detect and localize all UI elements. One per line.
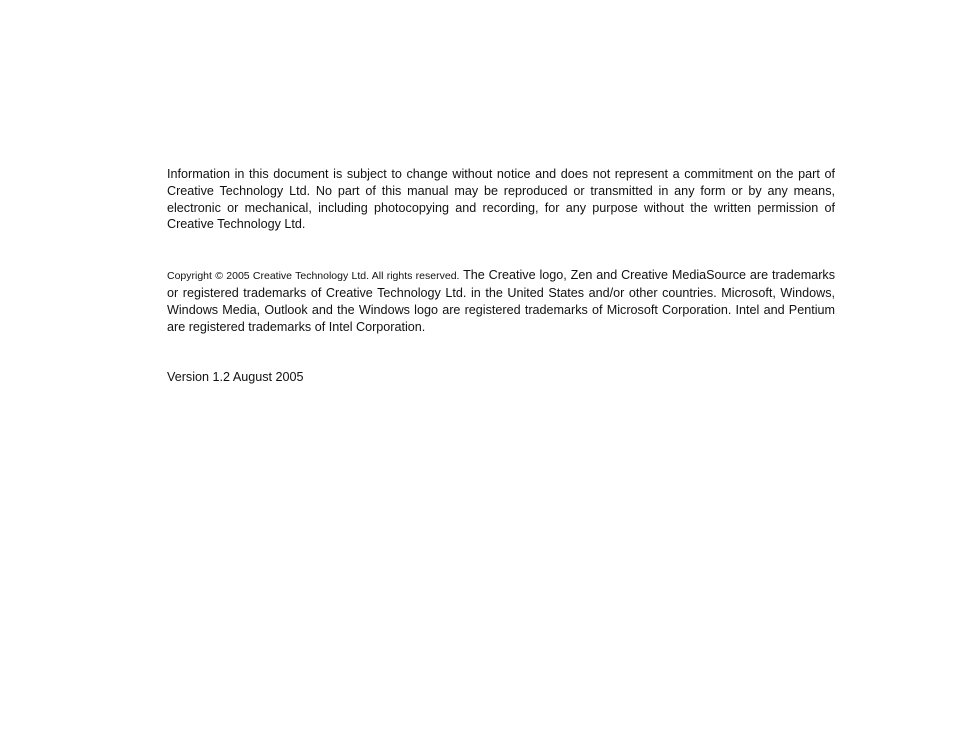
change-notice-paragraph: Information in this document is subject to change without notice and does not represent a commitment on the part of Creative Technology Ltd. No part of this manual may be reproduced or transmitted in any form or by any means, electronic or mechanical, including photocopying and recording, for any purpose without the written permission of Creative Technology Ltd. [167, 167, 835, 232]
version-line: Version 1.2 August 2005 [167, 370, 304, 385]
legal-notice-block [167, 166, 835, 386]
trademark-statement: The Creative logo, Zen and Creative MediaSource are trademarks or registered trademarks of Creative Technology Ltd. in the United States and/or other countries. Microsoft, Windows, Windows Media, Outlook and the Windows logo are registered trademarks of Microsoft Corporation. Intel and Pentium are registered trademarks of Intel Corporation. [167, 268, 835, 334]
copyright-statement: Copyright © 2005 Creative Technology Ltd. All rights reserved. [167, 270, 460, 283]
copyright-paragraph [167, 267, 835, 335]
